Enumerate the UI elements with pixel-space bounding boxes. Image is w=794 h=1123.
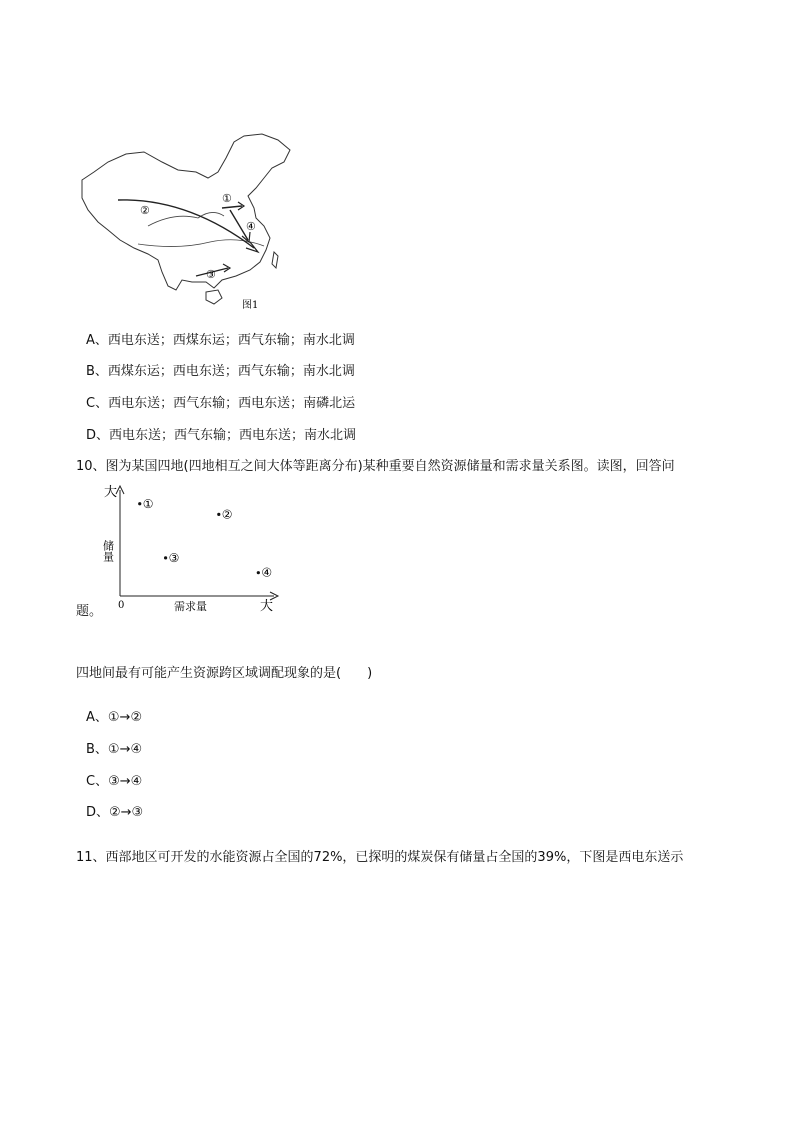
q10-question: 四地间最有可能产生资源跨区域调配现象的是( ) bbox=[76, 666, 373, 681]
resource-scatter-chart bbox=[101, 484, 282, 614]
scatter-point-label-3: ③ bbox=[168, 550, 180, 565]
river-yellow bbox=[148, 212, 224, 226]
q10-option-b[interactable]: B、①→④ bbox=[86, 742, 143, 757]
y-axis-end-label: 大 bbox=[104, 485, 118, 500]
scatter-point-label-4: ④ bbox=[261, 565, 273, 580]
q10-option-a[interactable]: A、①→② bbox=[86, 710, 143, 725]
route-label-4: ④ bbox=[246, 220, 256, 233]
q9-option-a[interactable]: A、西电东送；西煤东运；西气东输；南水北调 bbox=[86, 333, 355, 348]
q9-option-d[interactable]: D、西电东送；西气东输；西电东送；南水北调 bbox=[86, 428, 357, 443]
q11-stem: 11、西部地区可开发的水能资源占全国的72%，已探明的煤炭保有储量占全国的39%，下图是西电东送示 bbox=[76, 850, 684, 865]
china-resource-transfer-map bbox=[78, 132, 300, 314]
q10-option-c[interactable]: C、③→④ bbox=[86, 774, 143, 789]
taiwan-island bbox=[272, 252, 278, 268]
origin-label: 0 bbox=[118, 600, 125, 611]
y-axis-label: 储量 bbox=[101, 540, 115, 562]
hainan-island bbox=[206, 290, 222, 304]
scatter-point-label-1: ① bbox=[142, 496, 154, 511]
route-label-1: ① bbox=[222, 192, 232, 205]
china-outline bbox=[82, 134, 290, 290]
q10-stem-tail: 题。 bbox=[76, 604, 103, 619]
q10-stem: 10、图为某国四地(四地相互之间大体等距离分布)某种重要自然资源储量和需求量关系图。读图，回答问 bbox=[76, 459, 675, 474]
route-1 bbox=[222, 206, 242, 208]
x-axis-label: 需求量 bbox=[174, 600, 207, 613]
x-axis-end-label: 大 bbox=[260, 599, 274, 614]
scatter-point-1 bbox=[138, 502, 141, 505]
route-label-3: ③ bbox=[206, 268, 216, 281]
scatter-point-3 bbox=[164, 556, 167, 559]
scatter-point-2 bbox=[217, 513, 220, 516]
q9-option-c[interactable]: C、西电东送；西气东输；西电东送；南磷北运 bbox=[86, 396, 356, 411]
map-caption: 图1 bbox=[242, 300, 259, 311]
q9-option-b[interactable]: B、西煤东运；西电东送；西气东输；南水北调 bbox=[86, 364, 355, 379]
scatter-points bbox=[138, 497, 272, 580]
scatter-point-label-2: ② bbox=[221, 507, 233, 522]
scatter-point-4 bbox=[257, 571, 260, 574]
route-label-2: ② bbox=[140, 204, 150, 217]
q10-option-d[interactable]: D、②→③ bbox=[86, 805, 144, 820]
